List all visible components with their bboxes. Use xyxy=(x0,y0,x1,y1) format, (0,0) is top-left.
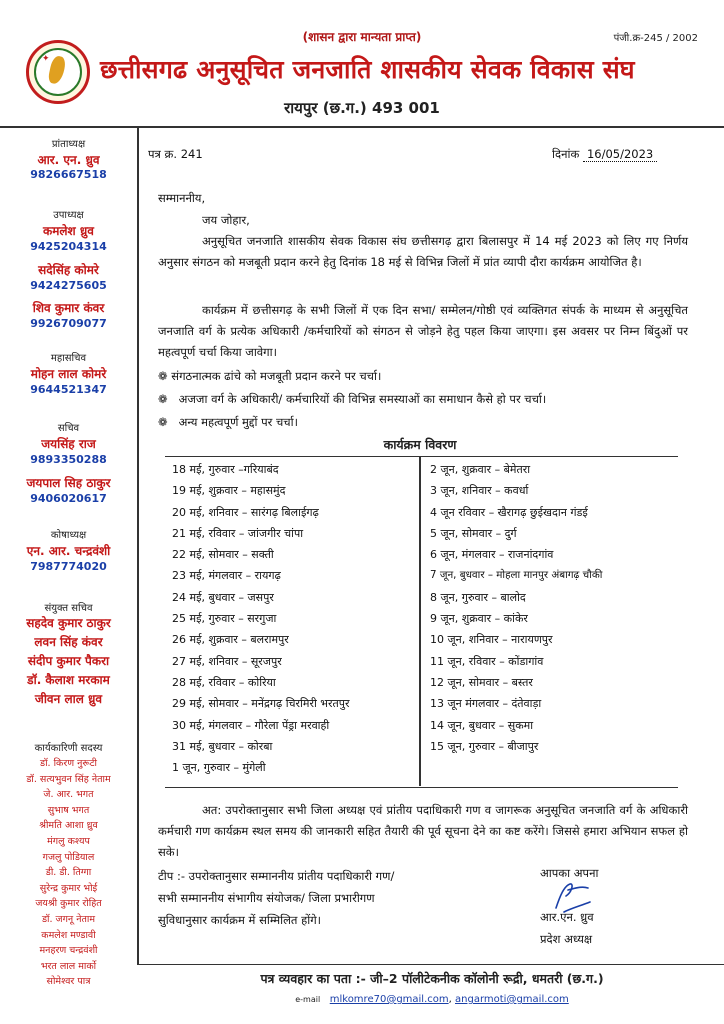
signer-name: आर.एन. ध्रुव xyxy=(540,910,594,924)
exec-member: सुरेन्द्र कुमार भोई xyxy=(39,882,98,894)
schedule-row: 8 जून, गुरुवार – बालोद xyxy=(430,590,526,604)
sec-name: जयसिंह राज xyxy=(41,437,96,451)
sec-name: जयपाल सिह ठाकुर xyxy=(26,476,111,490)
schedule-row: 28 मई, रविवार – कोरिया xyxy=(172,675,276,689)
bullet-item: ❁ अन्य महत्वपूर्ण मुद्दों पर चर्चा। xyxy=(158,415,298,429)
flower-bullet-icon: ❁ xyxy=(158,369,168,383)
schedule-row: 1 जून, गुरुवार – मुंगेली xyxy=(172,761,266,775)
exec-member: जे. आर. भगत xyxy=(43,789,94,801)
exec-member: सोमेश्वर पात्र xyxy=(46,976,91,988)
exec-member: मंगलु कश्यप xyxy=(47,835,90,847)
schedule-divider xyxy=(419,456,421,786)
schedule-row: 27 मई, शनिवार – सूरजपुर xyxy=(172,654,282,668)
flower-bullet-icon: ❁ xyxy=(158,392,168,406)
exec-member: डॉ. किरण नुरूटी xyxy=(39,758,97,769)
approval-note: (शासन द्वारा मान्यता प्राप्त) xyxy=(302,30,422,44)
paragraph-program: कार्यक्रम में छत्तीसगढ़ के सभी जिलों में एक दिन सभा/ सम्मेलन/गोष्ठी एवं व्यक्तिगत संपर्क के माध्यम से अनुसूचित जनजाति वर्ग के प्रत्येक अधिकारी /कर्मचारियों को संगठन से जोड़ने हेतु पहल किया जाएगा। इस अवसर पर निम्न बिंदुओं पर महत्वपूर्ण चर्चा किया जावेगा। xyxy=(158,303,688,359)
organization-logo xyxy=(26,40,90,104)
sidebar-divider xyxy=(137,128,139,964)
reference-number: पत्र क्र. 241 xyxy=(148,147,203,161)
registration-number: पंजी.क्र-245 / 2002 xyxy=(613,33,698,44)
schedule-row: 30 मई, मंगलवार – गौरेला पेंड्रा मरवाही xyxy=(172,718,330,732)
gs-name: मोहन लाल कोमरे xyxy=(30,367,107,381)
schedule-row: 6 जून, मंगलवार – राजनांदगांव xyxy=(430,548,554,562)
jsec-name: सहदेव कुमार ठाकुर xyxy=(26,616,111,630)
schedule-row: 7 जून, बुधवार – मोहला मानपुर अंबागढ़ चौकी xyxy=(430,569,603,582)
schedule-row: 19 मई, शुक्रवार – महासमुंद xyxy=(172,484,286,498)
vp-name: कमलेश ध्रुव xyxy=(43,224,94,238)
jsec-name: संदीप कुमार पैकरा xyxy=(27,654,110,668)
yours-text: आपका अपना xyxy=(540,866,599,880)
jsec-name: जीवन लाल ध्रुव xyxy=(34,692,103,706)
bullet-item: ❁ अजजा वर्ग के अधिकारी/ कर्मचारियों की विभिन्न समस्याओं का समाधान कैसे हो पर चर्चा। xyxy=(158,392,547,406)
treasurer-phone: 7987774020 xyxy=(30,560,107,573)
note-line: सुविधानुसार कार्यक्रम में सम्मिलित होंगे। xyxy=(158,913,322,927)
paragraph-intro: अनुसूचित जनजाति शासकीय सेवक विकास संघ छत्तीसगढ़ द्वारा बिलासपुर में 14 मई 2023 को लिए गए निर्णय अनुसार संगठन को मजबूती प्रदान करने हेतु दिनांक 18 मई से विभिन्न जिलों में प्रांत व्यापी दौरा कार्यक्रम आयोजित है। xyxy=(158,234,688,269)
vp-role: उपाध्यक्ष xyxy=(53,210,84,221)
email-link[interactable]: angarmoti@gmail.com xyxy=(455,994,569,1005)
patron-phone: 9826667518 xyxy=(30,168,107,181)
exec-member: कमलेश मण्डावी xyxy=(41,929,96,941)
gs-phone: 9644521347 xyxy=(30,383,107,396)
schedule-left-column xyxy=(172,459,417,778)
email-row: e-mail mlkomre70@gmail.com, angarmoti@gmail.com xyxy=(295,994,569,1005)
schedule-row: 31 मई, बुधवार – कोरबा xyxy=(172,739,273,753)
bullet-item: ❁ संगठनात्मक ढांचे को मजबूती प्रदान करने पर चर्चा। xyxy=(158,369,382,383)
schedule-row: 21 मई, रविवार – जांजगीर चांपा xyxy=(172,526,304,540)
schedule-row: 18 मई, गुरुवार –गरियाबंद xyxy=(172,463,279,476)
vp-name: शिव कुमार कंवर xyxy=(32,301,105,315)
correspondence-address: पत्र व्यवहार का पता :- जी–2 पॉलीटेकनीक कॉलोनी रूद्री, धमतरी (छ.ग.) xyxy=(260,971,604,986)
flower-bullet-icon: ❁ xyxy=(158,415,168,429)
schedule-row: 3 जून, शनिवार – कवर्धा xyxy=(430,484,529,498)
gs-role: महासचिव xyxy=(50,353,87,364)
patron-name: आर. एन. ध्रुव xyxy=(37,153,100,167)
greeting: जय जोहार, xyxy=(202,213,250,227)
exec-member: मनहरण चन्द्रवंशी xyxy=(39,945,98,957)
exec-member: डॉ. सत्यभुवन सिंह नेताम xyxy=(26,773,111,785)
exec-member: सुभाष भगत xyxy=(47,804,90,816)
exec-role: कार्यकारिणी सदस्य xyxy=(34,743,103,754)
exec-member: गजलु पोडियाल xyxy=(42,851,95,863)
vp-phone: 9926709077 xyxy=(30,317,107,330)
schedule-row: 25 मई, गुरुवार – सरगुजा xyxy=(172,612,277,626)
schedule-row: 24 मई, बुधवार – जसपुर xyxy=(172,590,274,604)
exec-member: डी. डी. तिग्गा xyxy=(45,867,92,879)
note-line: सभी सम्माननीय संभागीय संयोजक/ जिला प्रभारीगण xyxy=(158,891,375,905)
schedule-row: 12 जून, सोमवार – बस्तर xyxy=(430,675,533,689)
schedule-row: 23 मई, मंगलवार – रायगढ़ xyxy=(172,569,281,583)
jsec-role: संयुक्त सचिव xyxy=(44,603,93,614)
treasurer-role: कोषाध्यक्ष xyxy=(50,530,87,541)
exec-member: भरत लाल मार्को xyxy=(40,960,97,972)
schedule-row: 14 जून, बुधवार – सुकमा xyxy=(430,718,534,732)
schedule-row: 5 जून, सोमवार – दुर्ग xyxy=(430,526,517,540)
vp-phone: 9425204314 xyxy=(30,240,107,253)
organization-city: रायपुर (छ.ग.) 493 001 xyxy=(284,99,440,117)
closing-paragraph: अत: उपरोक्तानुसार सभी जिला अध्यक्ष एवं प्रांतीय पदाधिकारी गण व जागरूक अनुसूचित जनजाति वर्ग के अधिकारी कर्मचारी गण कार्यक्रम स्थल समय की जानकारी सहित तैयारी की पूर्व सूचना देने का कष्ट करेंगे। जिससे हमारा अभियान सफल हो सके। xyxy=(158,803,688,859)
email-link[interactable]: mlkomre70@gmail.com xyxy=(329,994,449,1005)
note-line: टीप :- उपरोक्तानुसार सम्माननीय प्रांतीय पदाधिकारी गण/ xyxy=(158,869,395,883)
jsec-list xyxy=(0,614,137,709)
schedule-row: 4 जून रविवार – खैरागढ़ छुईखदान गंडई xyxy=(430,505,588,519)
exec-list xyxy=(0,756,137,990)
schedule-title: कार्यक्रम विवरण xyxy=(383,437,457,452)
organization-name: छत्तीसगढ अनुसूचित जनजाति शासकीय सेवक विकास संघ xyxy=(100,55,635,84)
jsec-name: लवन सिंह कंवर xyxy=(34,635,103,649)
schedule-row: 11 जून, रविवार – कोंडागांव xyxy=(430,654,544,668)
signer-title: प्रदेश अध्यक्ष xyxy=(540,932,593,946)
schedule-row: 10 जून, शनिवार – नारायणपुर xyxy=(430,633,553,647)
vp-phone: 9424275605 xyxy=(30,279,107,292)
schedule-row: 22 मई, सोमवार – सक्ती xyxy=(172,548,274,562)
patron-role: प्रांताध्यक्ष xyxy=(51,139,86,150)
email-label: e-mail xyxy=(295,995,321,1004)
schedule-row: 20 मई, शनिवार – सारंगढ़ बिलाईगढ़ xyxy=(172,505,319,519)
treasurer-name: एन. आर. चन्द्रवंशी xyxy=(26,544,111,558)
sec-role: सचिव xyxy=(57,423,80,434)
schedule-row: 15 जून, गुरुवार – बीजापुर xyxy=(430,739,539,753)
logo-emblem-icon: ✦ xyxy=(34,48,82,96)
jsec-name: डॉ. कैलाश मरकाम xyxy=(27,673,110,687)
schedule-row: 2 जून, शुक्रवार – बेमेतरा xyxy=(430,463,531,476)
schedule-row: 13 जून मंगलवार – दंतेवाड़ा xyxy=(430,697,542,711)
schedule-row: 29 मई, सोमवार – मनेंद्रगढ़ चिरमिरी भरतपुर xyxy=(172,697,350,711)
sec-phone: 9406020617 xyxy=(30,492,107,505)
schedule-right-column xyxy=(430,459,680,757)
sec-phone: 9893350288 xyxy=(30,453,107,466)
letter-date: दिनांक 16/05/2023 xyxy=(552,147,657,162)
exec-member: जयश्री कुमार रोहित xyxy=(35,898,102,910)
footer-divider xyxy=(137,964,724,965)
header-divider xyxy=(0,126,724,128)
exec-member: डॉ. जगनू नेताम xyxy=(41,913,96,925)
exec-member: श्रीमति आशा ध्रुव xyxy=(39,820,98,832)
vp-name: सदेसिंह कोमरे xyxy=(38,263,99,277)
schedule-row: 9 जून, शुक्रवार – कांकेर xyxy=(430,612,528,626)
salutation: सम्माननीय, xyxy=(158,191,206,205)
schedule-row: 26 मई, शुक्रवार – बलरामपुर xyxy=(172,633,289,647)
